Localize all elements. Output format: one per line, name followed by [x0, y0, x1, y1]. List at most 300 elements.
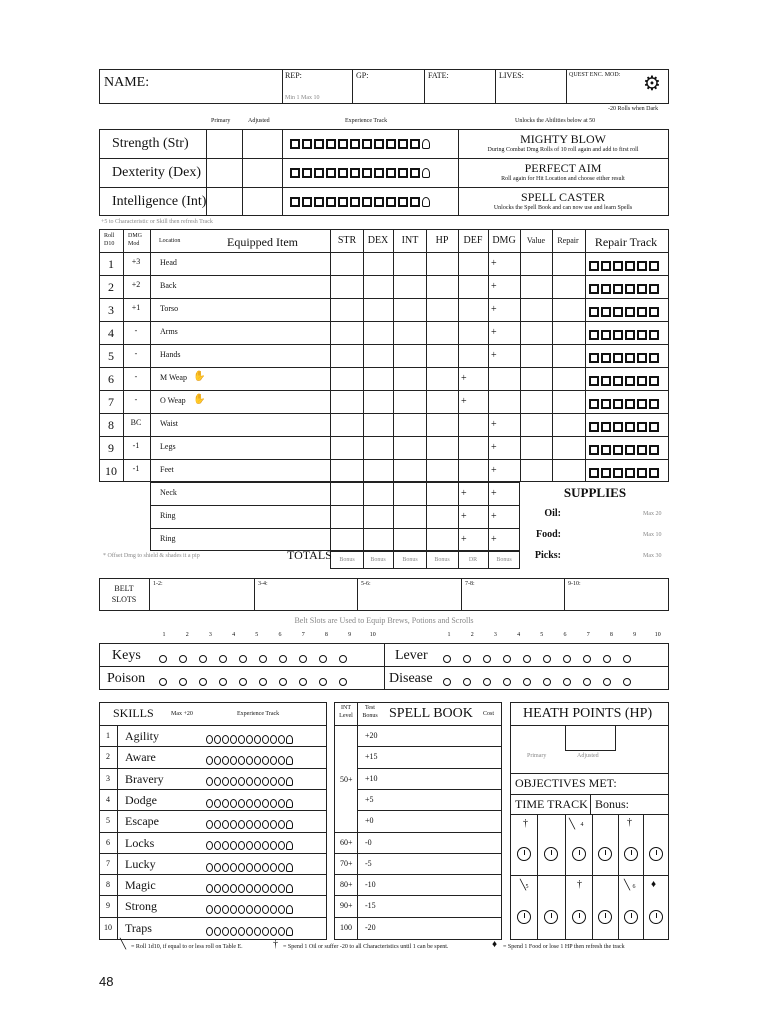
repair-track[interactable]: [589, 419, 661, 435]
pip[interactable]: [246, 927, 253, 936]
pip[interactable]: [299, 678, 307, 686]
track-number: 4: [232, 632, 236, 638]
pip[interactable]: [278, 820, 285, 829]
clock-icon[interactable]: [572, 847, 586, 861]
pip[interactable]: [583, 678, 591, 686]
pip[interactable]: [230, 841, 237, 850]
pip[interactable]: [206, 841, 213, 850]
repair-track[interactable]: [589, 258, 661, 274]
track-box[interactable]: [398, 197, 408, 207]
pip[interactable]: [230, 927, 237, 936]
pip[interactable]: [206, 756, 213, 765]
pip[interactable]: [206, 884, 213, 893]
skill-number: 4: [106, 794, 110, 804]
skill-track[interactable]: [206, 774, 293, 790]
track-box[interactable]: [613, 468, 623, 478]
track-box[interactable]: [601, 353, 611, 363]
skill-track[interactable]: [206, 901, 293, 917]
characteristic-track[interactable]: [290, 194, 430, 210]
pip[interactable]: [222, 841, 229, 850]
track-box[interactable]: [338, 139, 348, 149]
track-box[interactable]: [326, 139, 336, 149]
pip[interactable]: [214, 820, 221, 829]
pip[interactable]: [254, 841, 261, 850]
pip[interactable]: [238, 863, 245, 872]
pip[interactable]: [238, 777, 245, 786]
pip[interactable]: [230, 905, 237, 914]
pip[interactable]: [230, 777, 237, 786]
track-box[interactable]: [326, 197, 336, 207]
track-box[interactable]: [314, 139, 324, 149]
pip[interactable]: [259, 655, 267, 663]
pip[interactable]: [206, 927, 213, 936]
pip[interactable]: [278, 884, 285, 893]
pip[interactable]: [254, 735, 261, 744]
pip[interactable]: [254, 756, 261, 765]
track-box[interactable]: [613, 376, 623, 386]
pip[interactable]: [238, 799, 245, 808]
pip[interactable]: [206, 905, 213, 914]
track-box[interactable]: [338, 168, 348, 178]
track-box[interactable]: [302, 197, 312, 207]
track-box[interactable]: [589, 399, 599, 409]
repair-track[interactable]: [589, 327, 661, 343]
pip[interactable]: [270, 820, 277, 829]
pip[interactable]: [262, 735, 269, 744]
track-box[interactable]: [637, 353, 647, 363]
pip[interactable]: [270, 841, 277, 850]
pip[interactable]: [238, 927, 245, 936]
pip[interactable]: [222, 884, 229, 893]
track-box[interactable]: [625, 445, 635, 455]
rule: [352, 69, 353, 104]
skill-track[interactable]: [206, 880, 293, 896]
skill-track[interactable]: [206, 859, 293, 875]
pip[interactable]: [270, 884, 277, 893]
pip[interactable]: [259, 678, 267, 686]
pip[interactable]: [159, 655, 167, 663]
track-box[interactable]: [290, 197, 300, 207]
pip[interactable]: [543, 678, 551, 686]
pip[interactable]: [246, 777, 253, 786]
track-box[interactable]: [326, 168, 336, 178]
pip[interactable]: [222, 905, 229, 914]
track-box[interactable]: [625, 468, 635, 478]
track-number: 10: [654, 632, 661, 638]
track-box[interactable]: [362, 197, 372, 207]
int-level: 70+: [340, 858, 353, 868]
pip[interactable]: [319, 678, 327, 686]
track-box[interactable]: [589, 422, 599, 432]
clock-icon[interactable]: [649, 847, 663, 861]
pip[interactable]: [254, 777, 261, 786]
rule: [117, 725, 118, 940]
track-box[interactable]: [350, 139, 360, 149]
pip[interactable]: [583, 655, 591, 663]
skill-track[interactable]: [206, 838, 293, 854]
clock-icon[interactable]: [544, 847, 558, 861]
mod-value: -1: [132, 464, 140, 473]
track-box[interactable]: [637, 445, 647, 455]
pip[interactable]: [254, 905, 261, 914]
track-box[interactable]: [386, 139, 396, 149]
pip[interactable]: [246, 841, 253, 850]
rule: [424, 69, 425, 104]
pip[interactable]: [222, 820, 229, 829]
track-box[interactable]: [601, 399, 611, 409]
pip[interactable]: [443, 678, 451, 686]
track-box[interactable]: [649, 307, 659, 317]
characteristic-name: Intelligence (Int): [112, 194, 207, 209]
clock-icon[interactable]: [517, 847, 531, 861]
pip[interactable]: [279, 655, 287, 663]
pip[interactable]: [206, 799, 213, 808]
pip[interactable]: [214, 756, 221, 765]
pip[interactable]: [503, 655, 511, 663]
pip[interactable]: [214, 863, 221, 872]
pip[interactable]: [270, 735, 277, 744]
track-box[interactable]: [649, 376, 659, 386]
pip[interactable]: [219, 655, 227, 663]
track-box[interactable]: [625, 330, 635, 340]
pip[interactable]: [179, 655, 187, 663]
lever-track[interactable]: [443, 651, 643, 667]
track-box[interactable]: [637, 376, 647, 386]
clock-icon[interactable]: [598, 847, 612, 861]
pip[interactable]: [483, 655, 491, 663]
pip[interactable]: [603, 655, 611, 663]
pip[interactable]: [246, 820, 253, 829]
repair-track[interactable]: [589, 350, 661, 366]
track-box[interactable]: [637, 261, 647, 271]
pip[interactable]: [279, 678, 287, 686]
bonus-label: Bonus: [370, 557, 386, 563]
pip[interactable]: [262, 777, 269, 786]
pip[interactable]: [246, 799, 253, 808]
repair-track[interactable]: [589, 304, 661, 320]
track-box[interactable]: [410, 168, 420, 178]
rule: [488, 482, 489, 551]
track-box[interactable]: [589, 445, 599, 455]
pip[interactable]: [543, 655, 551, 663]
repair-track-header: Repair Track: [594, 235, 658, 249]
track-box[interactable]: [589, 307, 599, 317]
hp-input[interactable]: [565, 725, 616, 751]
pip[interactable]: [230, 884, 237, 893]
pip[interactable]: [222, 863, 229, 872]
rule: [384, 643, 385, 690]
pip[interactable]: [278, 777, 285, 786]
track-box[interactable]: [302, 139, 312, 149]
repair-track[interactable]: [589, 465, 661, 481]
pip[interactable]: [270, 927, 277, 936]
pip[interactable]: [246, 756, 253, 765]
track-box[interactable]: [350, 197, 360, 207]
pip[interactable]: [230, 735, 237, 744]
pip[interactable]: [199, 678, 207, 686]
track-box[interactable]: [601, 445, 611, 455]
test-bonus: +20: [365, 731, 378, 740]
track-box[interactable]: [374, 197, 384, 207]
pip[interactable]: [270, 777, 277, 786]
pip[interactable]: [339, 655, 347, 663]
pip[interactable]: [239, 655, 247, 663]
track-box[interactable]: [410, 139, 420, 149]
characteristic-track[interactable]: [290, 136, 430, 152]
pip[interactable]: [254, 799, 261, 808]
track-box[interactable]: [601, 422, 611, 432]
track-box[interactable]: [613, 445, 623, 455]
track-box[interactable]: [386, 197, 396, 207]
pip[interactable]: [246, 905, 253, 914]
location-name: Head: [160, 258, 177, 267]
pip[interactable]: [262, 820, 269, 829]
track-box[interactable]: [589, 261, 599, 271]
pip[interactable]: [623, 678, 631, 686]
repair-track[interactable]: [589, 281, 661, 297]
pip[interactable]: [222, 927, 229, 936]
track-box[interactable]: [649, 353, 659, 363]
track-box[interactable]: [601, 376, 611, 386]
pip[interactable]: [238, 905, 245, 914]
track-box[interactable]: [398, 168, 408, 178]
track-box[interactable]: [350, 168, 360, 178]
pip[interactable]: [270, 905, 277, 914]
track-box[interactable]: [362, 139, 372, 149]
pip[interactable]: [239, 678, 247, 686]
pip[interactable]: [278, 905, 285, 914]
rule: [458, 129, 459, 216]
track-box[interactable]: [613, 353, 623, 363]
location-name: Feet: [160, 465, 174, 474]
pip[interactable]: [206, 735, 213, 744]
pip[interactable]: [278, 841, 285, 850]
track-box[interactable]: [625, 307, 635, 317]
poison-track[interactable]: [159, 674, 359, 690]
track-box[interactable]: [637, 468, 647, 478]
track-box[interactable]: [589, 376, 599, 386]
pip[interactable]: [254, 820, 261, 829]
pip[interactable]: [443, 655, 451, 663]
clock-icon[interactable]: [649, 910, 663, 924]
pip[interactable]: [278, 799, 285, 808]
pip[interactable]: [246, 735, 253, 744]
pip[interactable]: [262, 884, 269, 893]
clock-icon[interactable]: [544, 910, 558, 924]
track-box[interactable]: [613, 399, 623, 409]
track-box[interactable]: [374, 139, 384, 149]
track-box[interactable]: [302, 168, 312, 178]
pip[interactable]: [214, 735, 221, 744]
track-box[interactable]: [589, 468, 599, 478]
repair-track[interactable]: [589, 373, 661, 389]
pip[interactable]: [206, 777, 213, 786]
track-box[interactable]: [625, 376, 635, 386]
pip[interactable]: [523, 655, 531, 663]
pip[interactable]: [246, 884, 253, 893]
skill-track[interactable]: [206, 816, 293, 832]
pip[interactable]: [230, 820, 237, 829]
track-box[interactable]: [625, 399, 635, 409]
track-box[interactable]: [637, 399, 647, 409]
pip[interactable]: [278, 863, 285, 872]
pip[interactable]: [238, 756, 245, 765]
pip[interactable]: [214, 841, 221, 850]
pip[interactable]: [270, 863, 277, 872]
pip[interactable]: [222, 799, 229, 808]
pip[interactable]: [238, 735, 245, 744]
rule: [357, 768, 502, 769]
track-box[interactable]: [625, 422, 635, 432]
track-box[interactable]: [386, 168, 396, 178]
track-box[interactable]: [637, 284, 647, 294]
pip[interactable]: [206, 820, 213, 829]
skill-track[interactable]: [206, 752, 293, 768]
clock-icon[interactable]: [572, 910, 586, 924]
track-box[interactable]: [601, 261, 611, 271]
pip[interactable]: [463, 678, 471, 686]
track-box[interactable]: [649, 284, 659, 294]
quest-label: QUEST ENC. MOD:: [569, 72, 621, 78]
keys-track[interactable]: [159, 651, 359, 667]
track-box[interactable]: [601, 468, 611, 478]
pip[interactable]: [463, 655, 471, 663]
pip[interactable]: [214, 777, 221, 786]
characteristic-track[interactable]: [290, 165, 430, 181]
pip[interactable]: [563, 655, 571, 663]
pip[interactable]: [219, 678, 227, 686]
pip[interactable]: [483, 678, 491, 686]
track-box[interactable]: [362, 168, 372, 178]
pip[interactable]: [262, 799, 269, 808]
pip[interactable]: [222, 735, 229, 744]
track-box[interactable]: [649, 468, 659, 478]
pip[interactable]: [262, 927, 269, 936]
track-box[interactable]: [290, 139, 300, 149]
pip[interactable]: [270, 799, 277, 808]
pip[interactable]: [214, 884, 221, 893]
pip[interactable]: [199, 655, 207, 663]
pip[interactable]: [299, 655, 307, 663]
track-box[interactable]: [290, 168, 300, 178]
track-box[interactable]: [601, 307, 611, 317]
track-box[interactable]: [374, 168, 384, 178]
track-box[interactable]: [649, 399, 659, 409]
pip[interactable]: [278, 927, 285, 936]
pip[interactable]: [238, 820, 245, 829]
pip[interactable]: [262, 905, 269, 914]
gear-icon[interactable]: ⚙: [643, 73, 661, 95]
lever-label: Lever: [395, 648, 428, 663]
track-box[interactable]: [314, 197, 324, 207]
clock-icon[interactable]: [517, 910, 531, 924]
pip[interactable]: [262, 841, 269, 850]
pip[interactable]: [523, 678, 531, 686]
track-box[interactable]: [625, 353, 635, 363]
pip[interactable]: [270, 756, 277, 765]
pip[interactable]: [623, 655, 631, 663]
track-box[interactable]: [613, 284, 623, 294]
rule: [99, 436, 669, 437]
pip[interactable]: [262, 756, 269, 765]
pip[interactable]: [238, 841, 245, 850]
track-box[interactable]: [649, 261, 659, 271]
pick-icon: ╲: [569, 819, 576, 830]
clock-icon[interactable]: [598, 910, 612, 924]
def-plus: +: [461, 396, 467, 407]
repair-track[interactable]: [589, 396, 661, 412]
track-box[interactable]: [613, 330, 623, 340]
track-box[interactable]: [613, 261, 623, 271]
pip[interactable]: [278, 756, 285, 765]
pip[interactable]: [278, 735, 285, 744]
track-box[interactable]: [613, 307, 623, 317]
pip[interactable]: [179, 678, 187, 686]
pip[interactable]: [206, 863, 213, 872]
pip[interactable]: [254, 863, 261, 872]
disease-track[interactable]: [443, 674, 643, 690]
track-box[interactable]: [637, 307, 647, 317]
pip[interactable]: [503, 678, 511, 686]
track-box[interactable]: [589, 284, 599, 294]
track-box[interactable]: [589, 330, 599, 340]
track-box[interactable]: [601, 284, 611, 294]
primary-label: Primary: [211, 118, 231, 124]
track-box[interactable]: [649, 330, 659, 340]
pip[interactable]: [254, 927, 261, 936]
skill-name: Locks: [125, 835, 155, 850]
track-box[interactable]: [601, 330, 611, 340]
pip[interactable]: [230, 863, 237, 872]
pip[interactable]: [230, 799, 237, 808]
track-box[interactable]: [398, 139, 408, 149]
clock-icon[interactable]: [624, 910, 638, 924]
pip[interactable]: [238, 884, 245, 893]
pip[interactable]: [563, 678, 571, 686]
pip[interactable]: [319, 655, 327, 663]
track-box[interactable]: [589, 353, 599, 363]
pip[interactable]: [214, 905, 221, 914]
track-box[interactable]: [613, 422, 623, 432]
pip[interactable]: [262, 863, 269, 872]
track-box[interactable]: [637, 422, 647, 432]
track-box[interactable]: [637, 330, 647, 340]
track-box[interactable]: [625, 284, 635, 294]
pip[interactable]: [254, 884, 261, 893]
track-box[interactable]: [625, 261, 635, 271]
int-level-label: INT: [341, 705, 351, 711]
pip[interactable]: [339, 678, 347, 686]
pip[interactable]: [214, 799, 221, 808]
pip[interactable]: [159, 678, 167, 686]
pip[interactable]: [222, 756, 229, 765]
track-box[interactable]: [410, 197, 420, 207]
track-box[interactable]: [338, 197, 348, 207]
skill-track[interactable]: [206, 731, 293, 747]
pip[interactable]: [214, 927, 221, 936]
track-box[interactable]: [649, 445, 659, 455]
skill-track[interactable]: [206, 795, 293, 811]
track-box[interactable]: [314, 168, 324, 178]
repair-track[interactable]: [589, 442, 661, 458]
pip[interactable]: [246, 863, 253, 872]
track-box[interactable]: [649, 422, 659, 432]
pip[interactable]: [603, 678, 611, 686]
pip[interactable]: [222, 777, 229, 786]
skill-track[interactable]: [206, 923, 293, 939]
clock-icon[interactable]: [624, 847, 638, 861]
pip[interactable]: [230, 756, 237, 765]
